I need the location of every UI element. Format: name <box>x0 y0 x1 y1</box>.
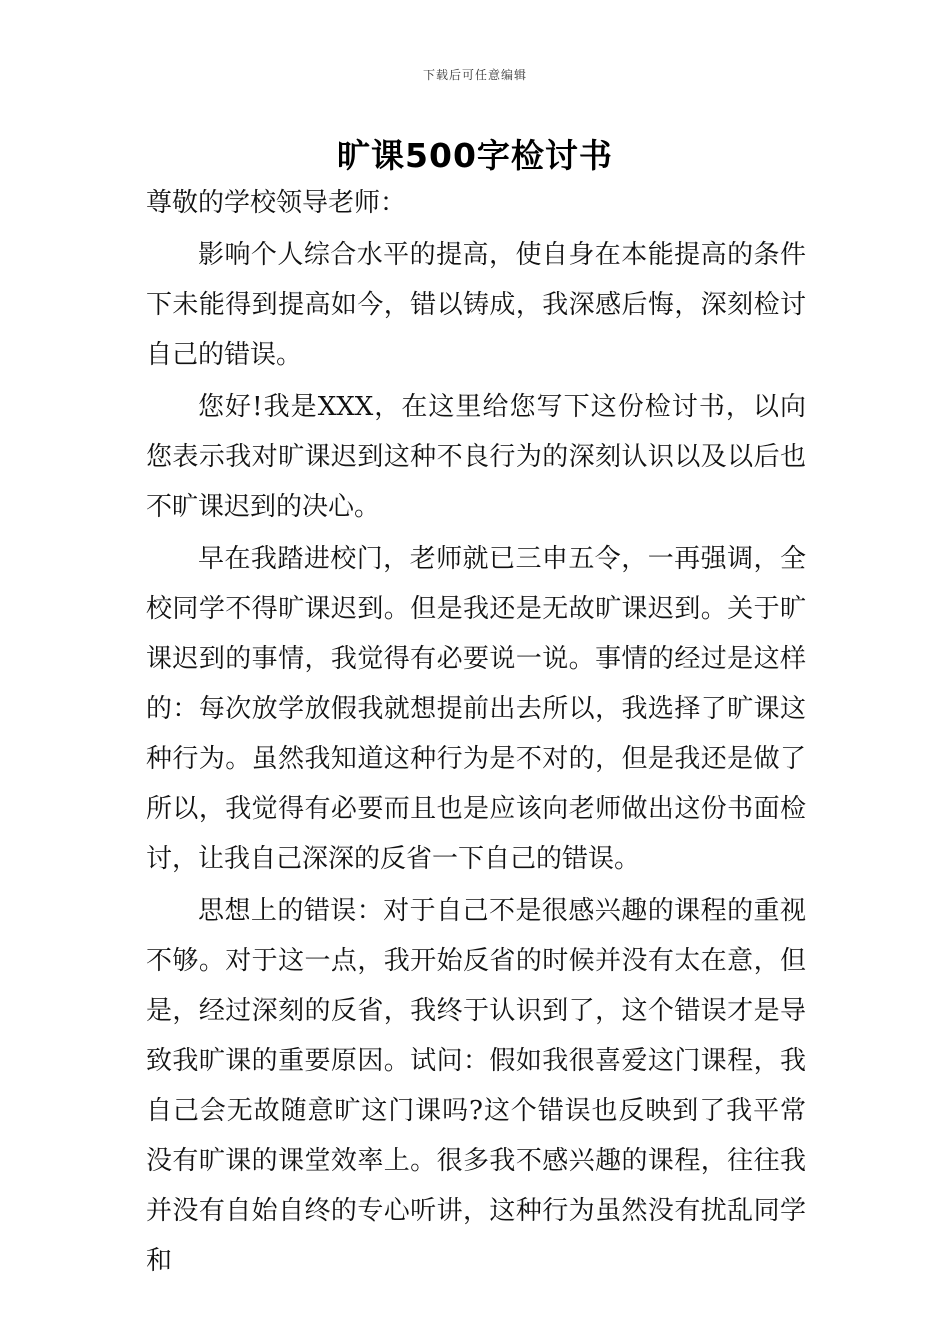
paragraph-3: 早在我踏进校门，老师就已三申五令，一再强调，全校同学不得旷课迟到。但是我还是无故旷课迟到。关于旷课迟到的事情，我觉得有必要说一说。事情的经过是这样的：每次放学放假我就想提前出去所以，我选择了旷课这种行为。虽然我知道这种行为是不对的，但是我还是做了所以，我觉得有必要而且也是应该向老师做出这份书面检讨，让我自己深深的反省一下自己的错误。 <box>146 544 806 874</box>
salutation: 尊敬的学校领导老师： <box>146 188 407 218</box>
document-body <box>146 178 806 1286</box>
paragraph-2: 您好!我是XXX，在这里给您写下这份检讨书，以向您表示我对旷课迟到这种不良行为的深刻认识以及以后也不旷课迟到的决心。 <box>146 392 806 522</box>
paragraph-1: 影响个人综合水平的提高，使自身在本能提高的条件下未能得到提高如今，错以铸成，我深感后悔，深刻检讨自己的错误。 <box>146 240 806 370</box>
paragraph-4: 思想上的错误：对于自己不是很感兴趣的课程的重视不够。对于这一点，我开始反省的时候并没有太在意，但是，经过深刻的反省，我终于认识到了，这个错误才是导致我旷课的重要原因。试问：假如我很喜爱这门课程，我自己会无故随意旷这门课吗?这个错误也反映到了我平常没有旷课的课堂效率上。很多我不感兴趣的课程，往往我并没有自始自终的专心听讲，这种行为虽然没有扰乱同学和 <box>146 896 806 1276</box>
document-title: 旷课500字检讨书 <box>337 136 613 175</box>
header-note: 下载后可任意编辑 <box>422 68 527 82</box>
